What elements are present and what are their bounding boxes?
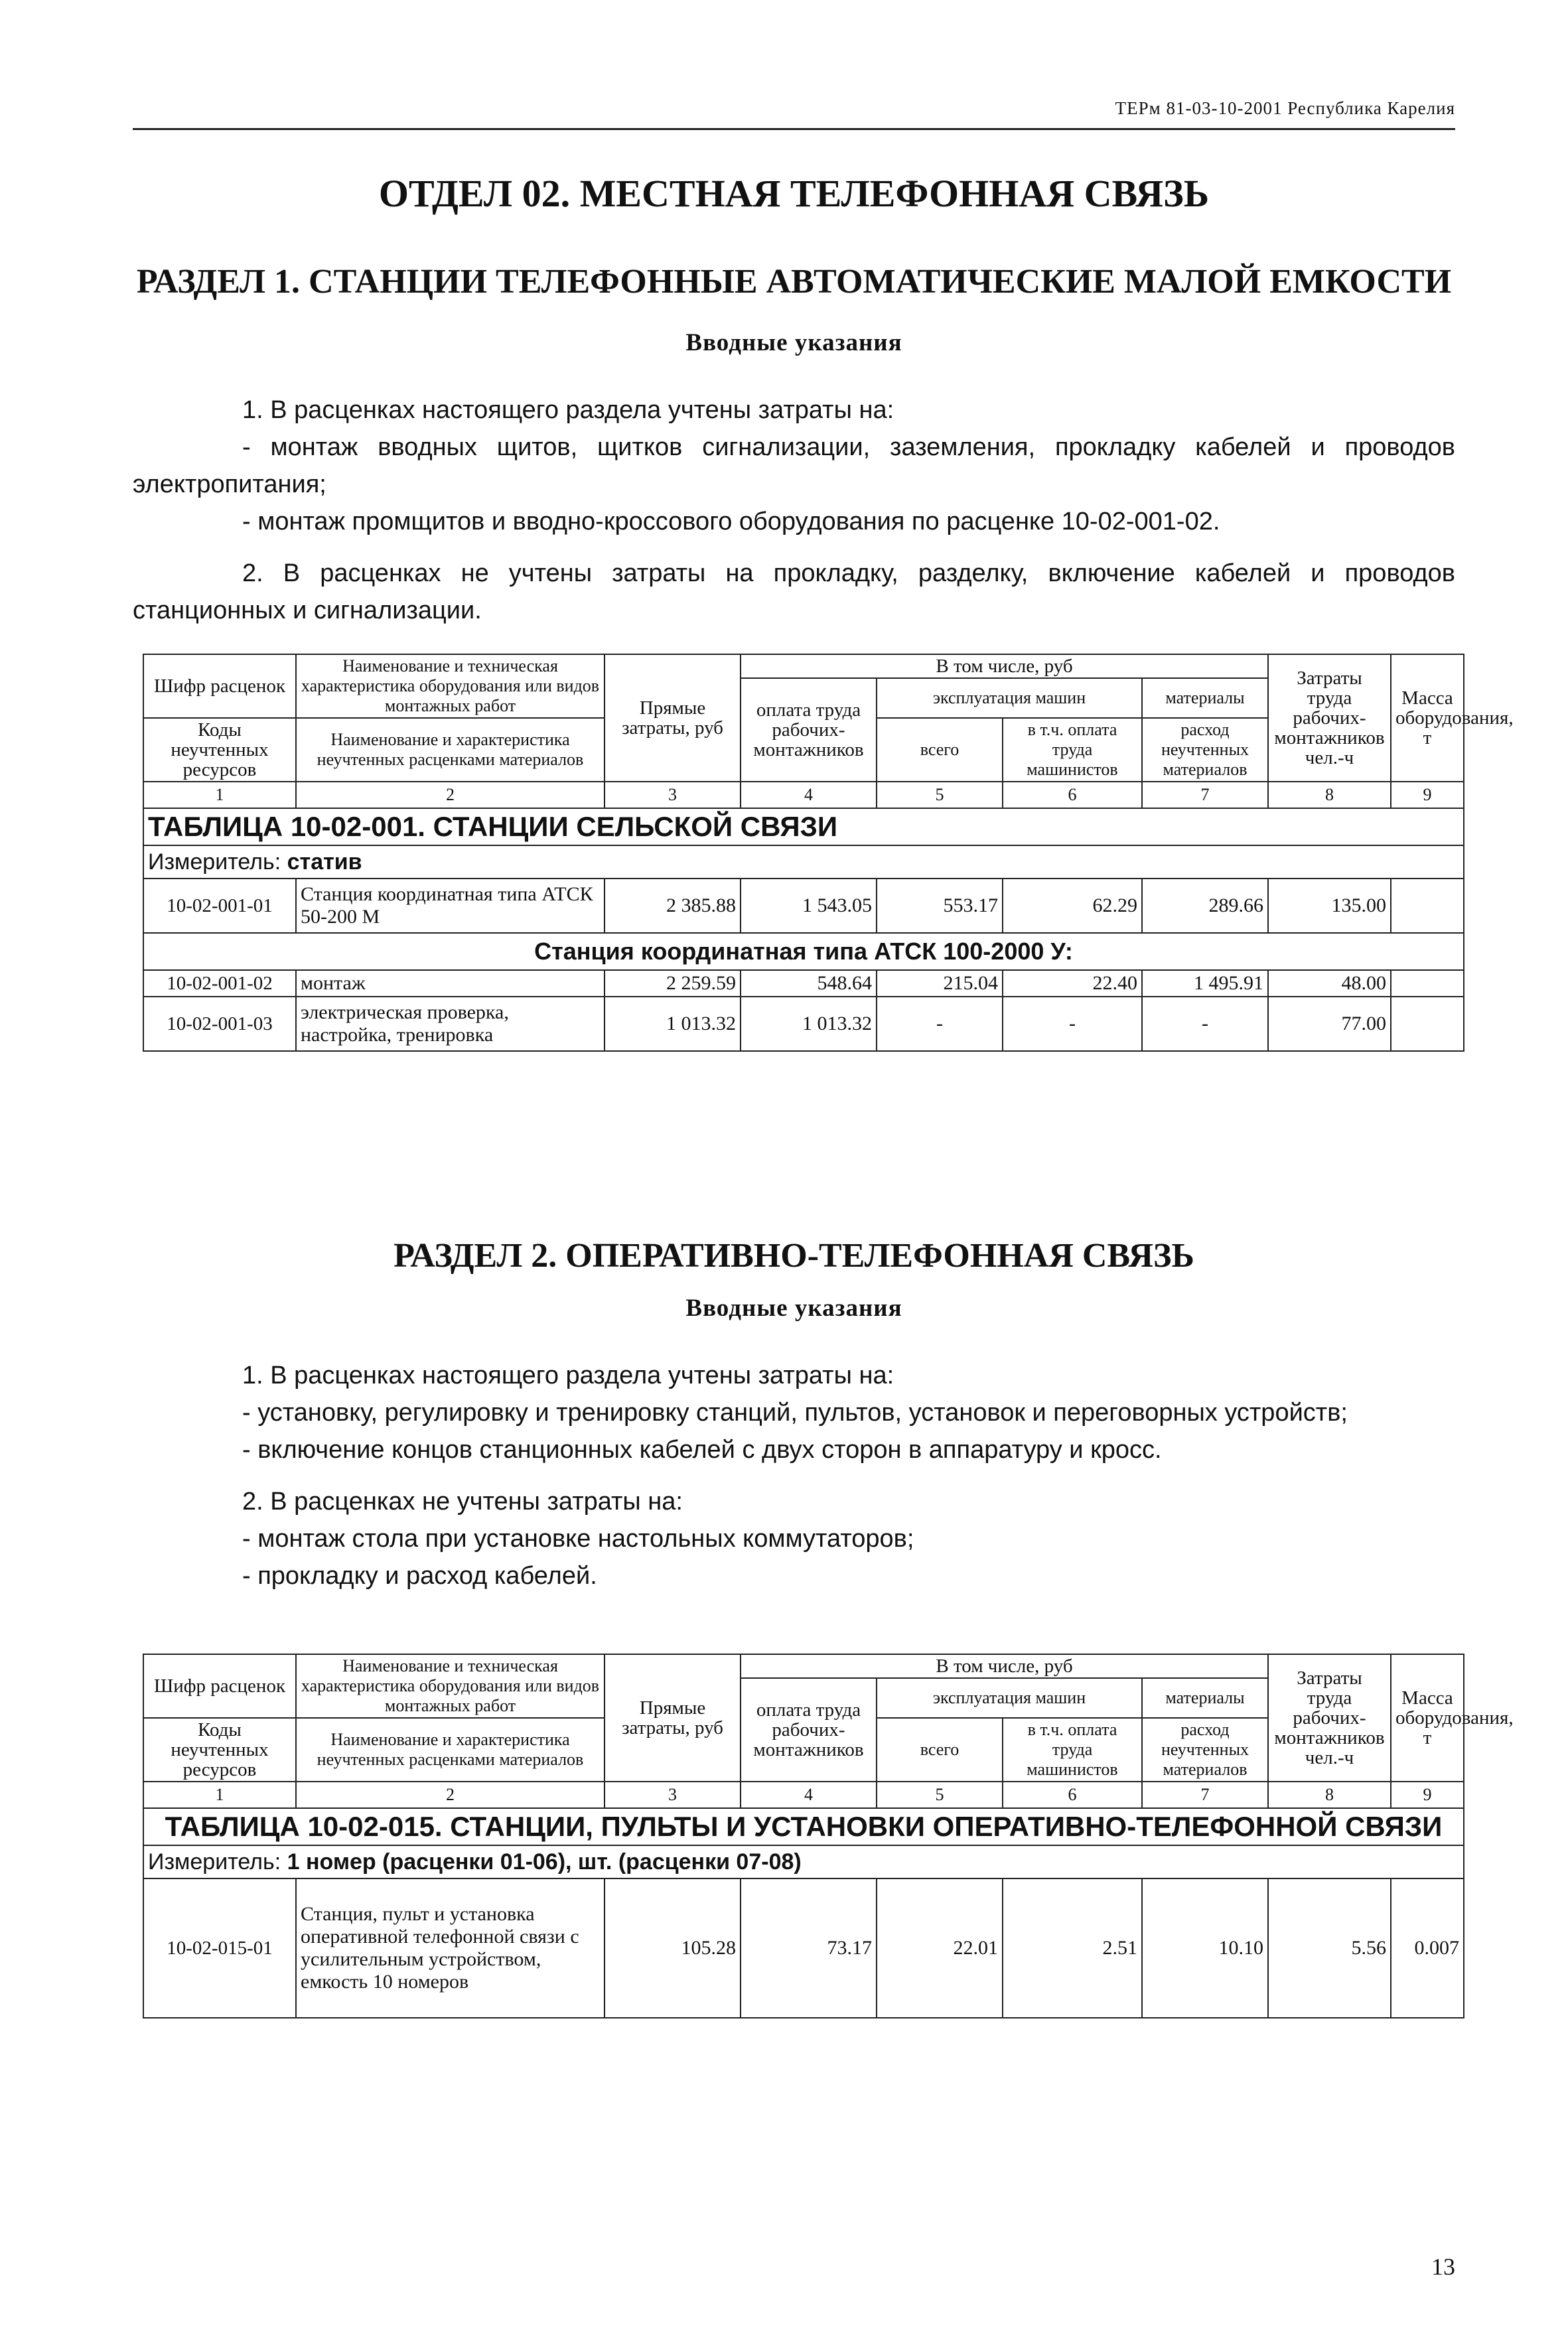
section1-paragraph: 1. В расценках настоящего раздела учтены затраты на: (242, 396, 894, 424)
section1-paragraph: - монтаж вводных щитов, щитков сигнализации, заземления, прокладку кабелей и проводов электропитания; (133, 433, 1455, 498)
column-number: 5 (877, 1782, 1003, 1808)
header-materials: материалы (1142, 1678, 1268, 1718)
rate-code: 10-02-001-02 (143, 970, 296, 997)
header-labor: Затраты труда рабочих-монтажников чел.-ч (1268, 654, 1391, 782)
header-rule (133, 128, 1455, 130)
header-mass: Масса оборудования, т (1391, 1654, 1464, 1782)
machinist-wages: - (1003, 997, 1142, 1051)
column-number: 8 (1268, 782, 1391, 808)
wages: 73.17 (741, 1878, 877, 2018)
rate-name: электрическая проверка, настройка, тренировка (296, 997, 605, 1051)
labor: 48.00 (1268, 970, 1391, 997)
header-resource-codes: Коды неучтенных ресурсов (143, 718, 296, 782)
section1-title: РАЗДЕЛ 1. СТАНЦИИ ТЕЛЕФОННЫЕ АВТОМАТИЧЕСКИЕ МАЛОЙ ЕМКОСТИ (136, 263, 1452, 301)
header-machines-total: всего (877, 1718, 1003, 1782)
rates-table-2 (143, 1654, 1514, 2018)
table-row (143, 970, 1464, 997)
labor: 77.00 (1268, 997, 1391, 1051)
column-number: 1 (143, 782, 296, 808)
materials: 1 495.91 (1142, 970, 1268, 997)
table1-measure (143, 845, 1464, 879)
column-number: 5 (877, 782, 1003, 808)
column-number: 2 (296, 782, 605, 808)
header-machinist-wages: в т.ч. оплата труда машинистов (1003, 718, 1142, 782)
header-machines: эксплуатация машин (877, 1678, 1142, 1718)
mass: 0.007 (1391, 1878, 1464, 2018)
machinist-wages: 2.51 (1003, 1878, 1142, 2018)
header-machines-total: всего (877, 718, 1003, 782)
mass (1391, 970, 1464, 997)
column-number: 3 (605, 1782, 741, 1808)
column-number: 2 (296, 1782, 605, 1808)
header-labor: Затраты труда рабочих-монтажников чел.-ч (1268, 1654, 1391, 1782)
machines: 215.04 (877, 970, 1003, 997)
table2-title: ТАБЛИЦА 10-02-015. СТАНЦИИ, ПУЛЬТЫ И УСТАНОВКИ ОПЕРАТИВНО-ТЕЛЕФОННОЙ СВЯЗИ (143, 1808, 1464, 1845)
labor: 5.56 (1268, 1878, 1391, 2018)
rate-code: 10-02-015-01 (143, 1878, 296, 2018)
column-number: 8 (1268, 1782, 1391, 1808)
section1-paragraph: 2. В расценках не учтены затраты на прокладку, разделку, включение кабелей и проводов станционных и сигнализации. (133, 559, 1455, 624)
header-mass: Масса оборудования, т (1391, 654, 1464, 782)
column-number: 7 (1142, 782, 1268, 808)
column-number: 4 (741, 782, 877, 808)
page-number: 13 (1431, 2253, 1455, 2280)
machines: 22.01 (877, 1878, 1003, 2018)
section2-title: РАЗДЕЛ 2. ОПЕРАТИВНО-ТЕЛЕФОННАЯ СВЯЗЬ (393, 1237, 1194, 1275)
header-machines: эксплуатация машин (877, 678, 1142, 718)
section2-paragraph: - монтаж стола при установке настольных коммутаторов; (242, 1525, 914, 1553)
department-title: ОТДЕЛ 02. МЕСТНАЯ ТЕЛЕФОННАЯ СВЯЗЬ (378, 172, 1210, 215)
rate-name: Станция, пульт и установка оперативной телефонной связи с усилительным устройством, емкость 10 номеров (296, 1878, 605, 2018)
section2-paragraph: - включение концов станционных кабелей с двух сторон в аппаратуру и кросс. (242, 1436, 1162, 1464)
section2-paragraph: - установку, регулировку и тренировку станций, пультов, установок и переговорных устройств; (242, 1399, 1348, 1427)
column-number: 9 (1391, 782, 1464, 808)
running-header: ТЕРм 81-03-10-2001 Республика Карелия (1115, 98, 1455, 118)
wages: 548.64 (741, 970, 877, 997)
direct-costs: 1 013.32 (605, 997, 741, 1051)
measure-label: Измеритель: (148, 1849, 281, 1875)
header-code: Шифр расценок (143, 1654, 296, 1718)
header-resource-codes: Коды неучтенных ресурсов (143, 1718, 296, 1782)
table2-measure (143, 1845, 1464, 1878)
section2-paragraph: 1. В расценках настоящего раздела учтены затраты на: (242, 1362, 894, 1389)
column-number: 7 (1142, 1782, 1268, 1808)
measure-value: статив (287, 849, 362, 875)
rate-name: монтаж (296, 970, 605, 997)
section1-paragraph: - монтаж промщитов и вводно-кроссового оборудования по расценке 10-02-001-02. (242, 508, 1220, 535)
materials: 10.10 (1142, 1878, 1268, 2018)
wages: 1 013.32 (741, 997, 877, 1051)
header-machinist-wages: в т.ч. оплата труда машинистов (1003, 1718, 1142, 1782)
section2-paragraph: - прокладку и расход кабелей. (242, 1562, 597, 1590)
header-materials-unaccounted: расход неучтенных материалов (1142, 718, 1268, 782)
column-number: 6 (1003, 782, 1142, 808)
direct-costs: 105.28 (605, 1878, 741, 2018)
header-material-name: Наименование и характеристика неучтенных расценками материалов (296, 1718, 605, 1782)
header-materials: материалы (1142, 678, 1268, 718)
column-number: 4 (741, 1782, 877, 1808)
header-including: В том числе, руб (741, 1654, 1268, 1678)
table-row (143, 1878, 1464, 2018)
header-including: В том числе, руб (741, 654, 1268, 678)
section1-intro-heading: Вводные указания (685, 329, 902, 356)
machinist-wages: 22.40 (1003, 970, 1142, 997)
column-number: 1 (143, 1782, 296, 1808)
header-wages: оплата труда рабочих-монтажников (741, 678, 877, 782)
header-direct-costs: Прямые затраты, руб (605, 1654, 741, 1782)
table-row (143, 997, 1464, 1051)
table-row (143, 879, 1464, 933)
column-number: 9 (1391, 1782, 1464, 1808)
column-number: 6 (1003, 1782, 1142, 1808)
table1-title: ТАБЛИЦА 10-02-001. СТАНЦИИ СЕЛЬСКОЙ СВЯЗИ (143, 808, 1464, 845)
header-direct-costs: Прямые затраты, руб (605, 654, 741, 782)
header-name: Наименование и техническая характеристика оборудования или видов монтажных работ (296, 1654, 605, 1718)
header-material-name: Наименование и характеристика неучтенных расценками материалов (296, 718, 605, 782)
wages: 1 543.05 (741, 879, 877, 933)
section1-text (133, 391, 1455, 629)
machinist-wages: 62.29 (1003, 879, 1142, 933)
section2-intro-heading: Вводные указания (685, 1295, 902, 1322)
direct-costs: 2 259.59 (605, 970, 741, 997)
section2-text (133, 1357, 1455, 1594)
materials: 289.66 (1142, 879, 1268, 933)
direct-costs: 2 385.88 (605, 879, 741, 933)
section2-paragraph: 2. В расценках не учтены затраты на: (242, 1488, 683, 1516)
labor: 135.00 (1268, 879, 1391, 933)
rate-code: 10-02-001-01 (143, 879, 296, 933)
measure-label: Измеритель: (148, 849, 281, 875)
header-name: Наименование и техническая характеристика оборудования или видов монтажных работ (296, 654, 605, 718)
machines: - (877, 997, 1003, 1051)
rates-table-1 (143, 654, 1514, 1052)
header-materials-unaccounted: расход неучтенных материалов (1142, 1718, 1268, 1782)
rate-code: 10-02-001-03 (143, 997, 296, 1051)
materials: - (1142, 997, 1268, 1051)
header-wages: оплата труда рабочих-монтажников (741, 1678, 877, 1782)
column-number: 3 (605, 782, 741, 808)
table1-group-title: Станция координатная типа АТСК 100-2000 У: (143, 933, 1464, 970)
mass (1391, 879, 1464, 933)
machines: 553.17 (877, 879, 1003, 933)
mass (1391, 997, 1464, 1051)
rate-name: Станция координатная типа АТСК 50-200 М (296, 879, 605, 933)
header-code: Шифр расценок (143, 654, 296, 718)
measure-value: 1 номер (расценки 01-06), шт. (расценки 07-08) (287, 1849, 802, 1875)
